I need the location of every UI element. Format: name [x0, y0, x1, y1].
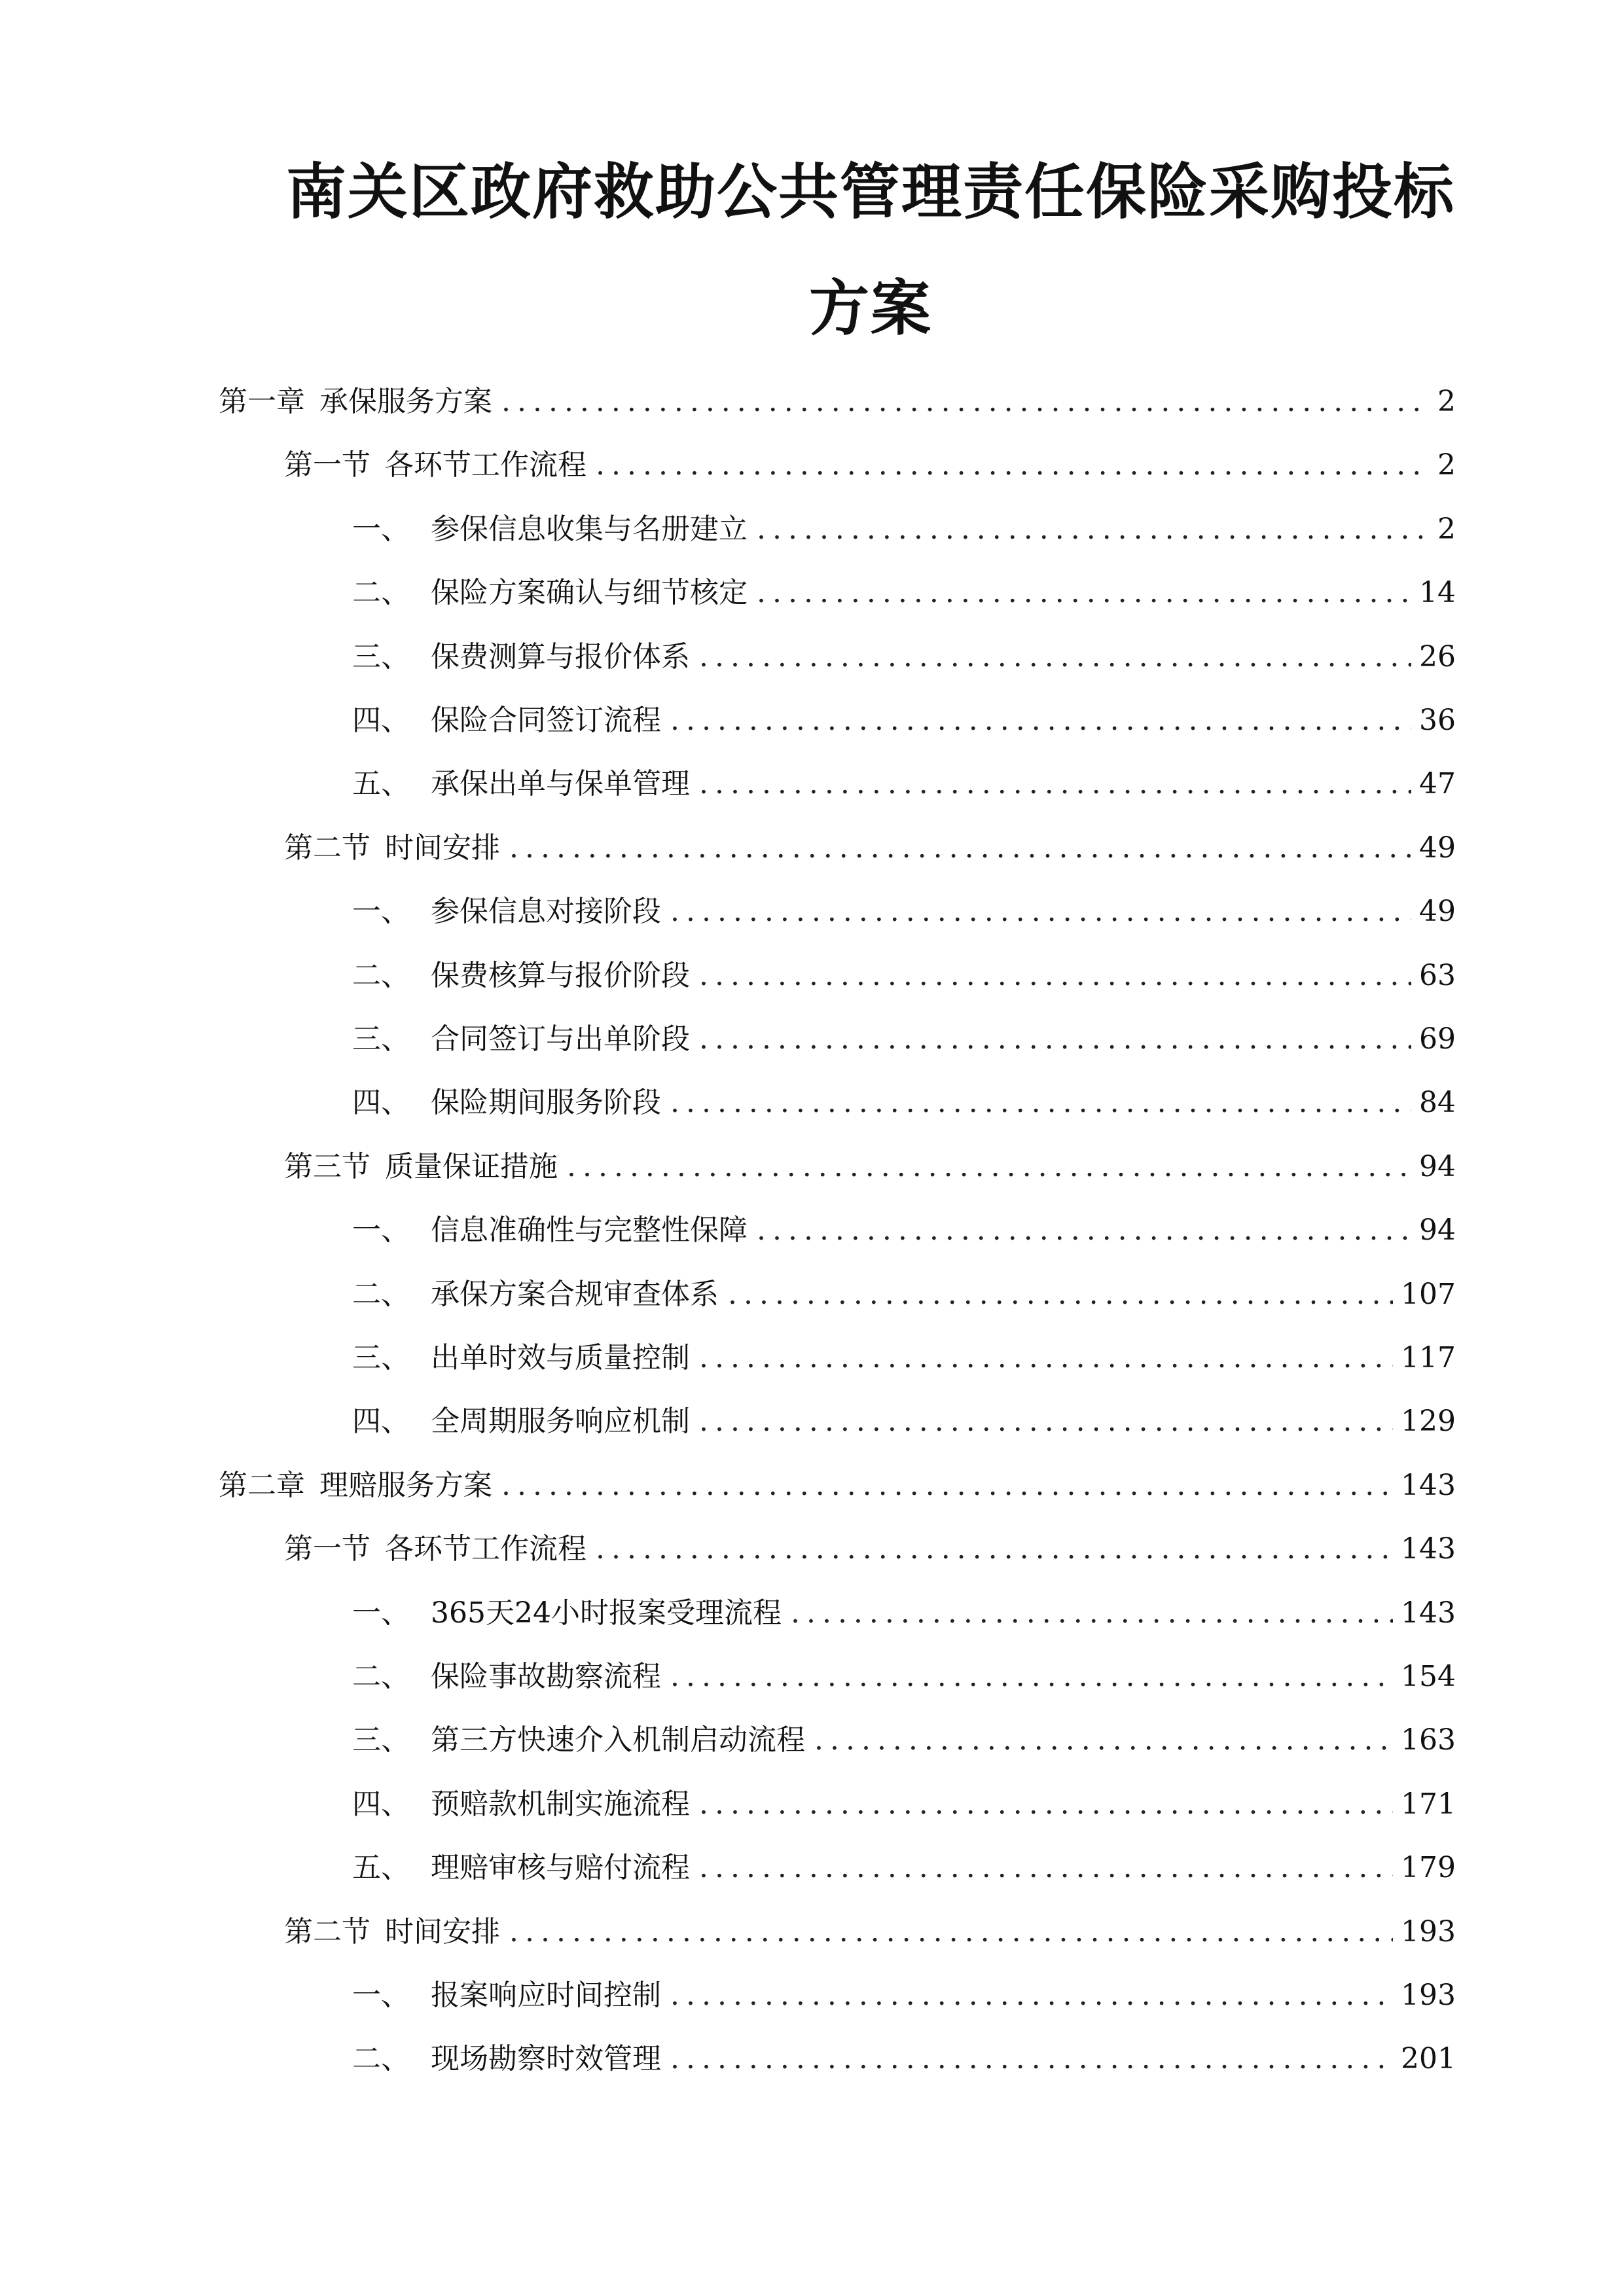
toc-dot-leader: [501, 382, 1430, 422]
toc-section-entry[interactable]: [284, 829, 1456, 868]
toc-item-entry[interactable]: [352, 1083, 1456, 1122]
toc-dot-leader: [699, 1785, 1393, 1824]
toc-item-entry[interactable]: [352, 764, 1456, 804]
toc-entry-title: 各环节工作流程: [385, 448, 586, 482]
toc-entry-number: 四、: [352, 704, 410, 737]
toc-entry-number: 四、: [352, 1086, 410, 1119]
toc-dot-leader: [501, 1466, 1393, 1505]
toc-entry-title: 合同签订与出单阶段: [431, 1022, 690, 1056]
toc-dot-leader: [814, 1721, 1393, 1760]
toc-entry-title: 承保出单与保单管理: [431, 767, 690, 800]
toc-entry-number: 一、: [352, 1213, 410, 1247]
toc-page-number: 49: [1419, 895, 1456, 928]
toc-item-entry[interactable]: [352, 892, 1456, 931]
toc-entry-title: 报案响应时间控制: [431, 1979, 661, 2012]
toc-dot-leader: [596, 1530, 1393, 1569]
toc-entry-number: 第三节: [284, 1150, 370, 1183]
document-title-line-2: 方案: [808, 274, 932, 344]
toc-entry-title: 保险期间服务阶段: [431, 1086, 661, 1119]
toc-dot-leader: [699, 1020, 1411, 1059]
toc-entry-number: 三、: [352, 1341, 410, 1374]
toc-entry-number: 一、: [352, 1596, 410, 1630]
toc-entry-title: 理赔服务方案: [319, 1469, 492, 1502]
toc-item-entry[interactable]: [352, 1402, 1456, 1441]
toc-dot-leader: [757, 573, 1411, 613]
toc-entry-number: 第二节: [284, 1915, 370, 1948]
toc-dot-leader: [567, 1147, 1411, 1187]
toc-page-number: 2: [1437, 448, 1456, 482]
toc-dot-leader: [699, 956, 1411, 996]
toc-entry-number: 三、: [352, 640, 410, 673]
toc-entry-number: 五、: [352, 767, 410, 800]
toc-page-number: 201: [1401, 2042, 1456, 2075]
toc-entry-number: 二、: [352, 2042, 410, 2075]
toc-entry-title: 参保信息对接阶段: [431, 895, 661, 928]
toc-dot-leader: [509, 1912, 1393, 1952]
toc-entry-title: 时间安排: [385, 1915, 500, 1948]
toc-entry-title: 第三方快速介入机制启动流程: [431, 1723, 805, 1757]
toc-page-number: 69: [1419, 1022, 1456, 1056]
toc-page-number: 163: [1401, 1723, 1456, 1757]
toc-item-entry[interactable]: [352, 1721, 1456, 1760]
toc-page-number: 143: [1401, 1596, 1456, 1630]
toc-item-entry[interactable]: [352, 1785, 1456, 1824]
toc-entry-number: 四、: [352, 1787, 410, 1821]
toc-item-entry[interactable]: [352, 1848, 1456, 1888]
toc-entry-number: 二、: [352, 576, 410, 609]
toc-entry-number: 二、: [352, 1278, 410, 1311]
toc-entry-number: 第二章: [219, 1469, 305, 1502]
toc-dot-leader: [728, 1275, 1393, 1314]
toc-page-number: 94: [1419, 1150, 1456, 1183]
toc-item-entry[interactable]: [352, 1594, 1456, 1633]
toc-section-entry[interactable]: [284, 1530, 1456, 1569]
toc-dot-leader: [670, 892, 1411, 931]
toc-entry-title: 保险方案确认与细节核定: [431, 576, 748, 609]
toc-chapter-entry[interactable]: [219, 1466, 1456, 1505]
toc-entry-number: 二、: [352, 1660, 410, 1693]
toc-dot-leader: [670, 1657, 1393, 1696]
toc-entry-number: 第二节: [284, 831, 370, 865]
toc-page-number: 193: [1401, 1915, 1456, 1948]
toc-dot-leader: [757, 1211, 1411, 1250]
toc-entry-number: 三、: [352, 1022, 410, 1056]
toc-entry-title: 参保信息收集与名册建立: [431, 512, 748, 546]
toc-dot-leader: [670, 701, 1411, 740]
toc-entry-title: 承保服务方案: [319, 385, 492, 418]
toc-dot-leader: [670, 1976, 1393, 2015]
toc-item-entry[interactable]: [352, 1275, 1456, 1314]
toc-entry-title: 质量保证措施: [385, 1150, 558, 1183]
toc-entry-number: 三、: [352, 1723, 410, 1757]
toc-entry-title: 理赔审核与赔付流程: [431, 1851, 690, 1884]
toc-page-number: 193: [1401, 1979, 1456, 2012]
toc-entry-title: 出单时效与质量控制: [431, 1341, 690, 1374]
toc-page-number: 26: [1419, 640, 1456, 673]
toc-entry-number: 第一节: [284, 448, 370, 482]
toc-entry-number: 二、: [352, 959, 410, 992]
toc-page-number: 117: [1401, 1341, 1456, 1374]
toc-entry-title: 保费核算与报价阶段: [431, 959, 690, 992]
toc-page-number: 143: [1401, 1469, 1456, 1502]
toc-entry-title: 365天24小时报案受理流程: [431, 1596, 782, 1630]
toc-item-entry[interactable]: [352, 637, 1456, 677]
toc-entry-title: 各环节工作流程: [385, 1532, 586, 1566]
toc-entry-number: 一、: [352, 512, 410, 546]
toc-dot-leader: [670, 2039, 1393, 2079]
toc-dot-leader: [699, 637, 1411, 677]
toc-page-number: 84: [1419, 1086, 1456, 1119]
toc-page-number: 154: [1401, 1660, 1456, 1693]
toc-item-entry[interactable]: [352, 510, 1456, 549]
toc-page-number: 143: [1401, 1532, 1456, 1566]
toc-chapter-entry[interactable]: [219, 382, 1456, 422]
toc-dot-leader: [699, 1848, 1393, 1888]
toc-entry-title: 预赔款机制实施流程: [431, 1787, 690, 1821]
toc-dot-leader: [791, 1594, 1393, 1633]
toc-section-entry[interactable]: [284, 446, 1456, 485]
toc-dot-leader: [699, 1402, 1393, 1441]
toc-entry-number: 第一节: [284, 1532, 370, 1566]
toc-dot-leader: [509, 829, 1411, 868]
toc-entry-title: 全周期服务响应机制: [431, 1405, 690, 1438]
toc-item-entry[interactable]: [352, 1657, 1456, 1696]
toc-page-number: 47: [1419, 767, 1456, 800]
toc-entry-title: 信息准确性与完整性保障: [431, 1213, 748, 1247]
toc-page-number: 129: [1401, 1405, 1456, 1438]
toc-page-number: 107: [1401, 1278, 1456, 1311]
toc-dot-leader: [670, 1083, 1411, 1122]
toc-item-entry[interactable]: [352, 701, 1456, 740]
toc-page-number: 2: [1437, 512, 1456, 546]
toc-entry-title: 时间安排: [385, 831, 500, 865]
toc-entry-number: 四、: [352, 1405, 410, 1438]
toc-entry-number: 一、: [352, 895, 410, 928]
toc-entry-number: 一、: [352, 1979, 410, 2012]
toc-dot-leader: [757, 510, 1430, 549]
toc-entry-title: 保费测算与报价体系: [431, 640, 690, 673]
toc-item-entry[interactable]: [352, 1976, 1456, 2015]
toc-page-number: 2: [1437, 385, 1456, 418]
toc-section-entry[interactable]: [284, 1147, 1456, 1187]
toc-item-entry[interactable]: [352, 2039, 1456, 2079]
toc-page-number: 14: [1419, 576, 1456, 609]
toc-entry-title: 保险事故勘察流程: [431, 1660, 661, 1693]
toc-page-number: 171: [1401, 1787, 1456, 1821]
toc-item-entry[interactable]: [352, 1338, 1456, 1378]
toc-page-number: 179: [1401, 1851, 1456, 1884]
toc-page-number: 63: [1419, 959, 1456, 992]
toc-item-entry[interactable]: [352, 573, 1456, 613]
toc-item-entry[interactable]: [352, 1211, 1456, 1250]
toc-dot-leader: [596, 446, 1430, 485]
toc-item-entry[interactable]: [352, 956, 1456, 996]
toc-section-entry[interactable]: [284, 1912, 1456, 1952]
toc-page-number: 94: [1419, 1213, 1456, 1247]
toc-dot-leader: [699, 1338, 1393, 1378]
toc-entry-title: 保险合同签订流程: [431, 704, 661, 737]
toc-entry-number: 五、: [352, 1851, 410, 1884]
toc-entry-title: 现场勘察时效管理: [431, 2042, 661, 2075]
toc-dot-leader: [699, 764, 1411, 804]
toc-item-entry[interactable]: [352, 1020, 1456, 1059]
toc-page-number: 36: [1419, 704, 1456, 737]
toc-page-number: 49: [1419, 831, 1456, 865]
toc-entry-number: 第一章: [219, 385, 305, 418]
document-title-line-1: 南关区政府救助公共管理责任保险采购投标: [285, 157, 1455, 227]
toc-entry-title: 承保方案合规审查体系: [431, 1278, 719, 1311]
